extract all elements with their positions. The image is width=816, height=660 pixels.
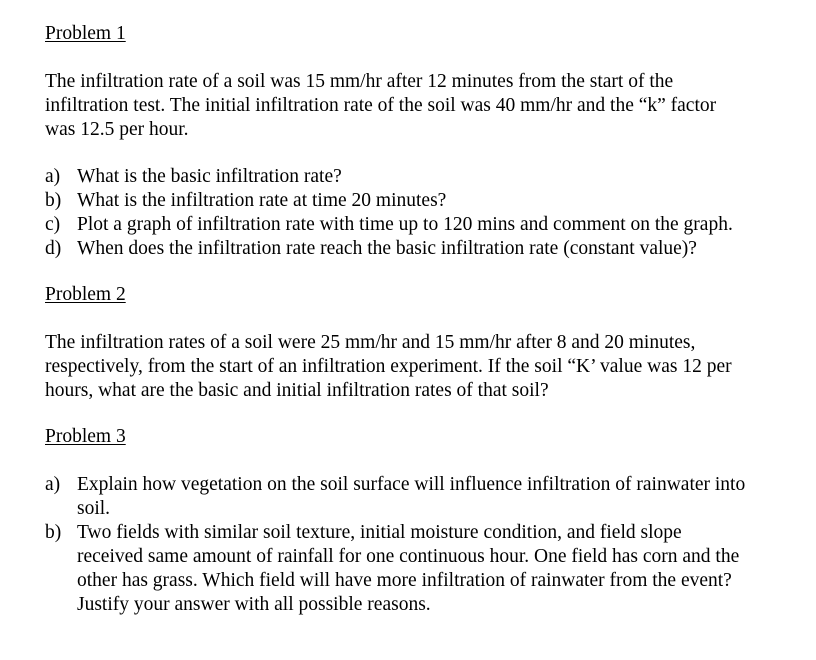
question-marker: b) <box>45 190 62 211</box>
question-marker: a) <box>45 166 61 187</box>
question-line: What is the infiltration rate at time 20 minutes? <box>77 190 447 211</box>
question-line: Explain how vegetation on the soil surface will influence infiltration of rainwater into <box>77 474 746 495</box>
problem-1-paragraph <box>45 70 795 142</box>
problem-2-paragraph <box>45 331 795 403</box>
question-line: soil. <box>77 498 111 519</box>
question-text <box>77 237 805 261</box>
paragraph-line: The infiltration rate of a soil was 15 mm/hr after 12 minutes from the start of the <box>45 71 674 92</box>
paragraph-line: was 12.5 per hour. <box>45 119 189 140</box>
paragraph-line: infiltration test. The initial infiltration rate of the soil was 40 mm/hr and the “k” factor <box>45 95 717 116</box>
question-marker: a) <box>45 474 61 495</box>
question-marker: c) <box>45 214 61 235</box>
question-text <box>77 165 805 189</box>
question-item-b <box>45 189 805 213</box>
paragraph-line: The infiltration rates of a soil were 25 mm/hr and 15 mm/hr after 8 and 20 minutes, <box>45 332 696 353</box>
problem-3-question-list <box>45 473 805 617</box>
question-line: What is the basic infiltration rate? <box>77 166 342 187</box>
question-line: other has grass. Which field will have more infiltration of rainwater from the event? <box>77 570 732 591</box>
question-marker: b) <box>45 522 62 543</box>
paragraph-line: respectively, from the start of an infiltration experiment. If the soil “K’ value was 12 per <box>45 356 732 377</box>
question-text <box>77 189 805 213</box>
question-line: Plot a graph of infiltration rate with time up to 120 mins and comment on the graph. <box>77 214 733 235</box>
question-item-c <box>45 213 805 237</box>
question-item-b <box>45 521 805 617</box>
paragraph-line: hours, what are the basic and initial infiltration rates of that soil? <box>45 380 549 401</box>
question-item-d <box>45 237 805 261</box>
question-item-a <box>45 165 805 189</box>
problem-1-heading: Problem 1 <box>45 23 126 44</box>
question-marker: d) <box>45 238 62 259</box>
problem-3-heading: Problem 3 <box>45 426 126 447</box>
question-text <box>77 473 805 521</box>
question-text <box>77 213 805 237</box>
question-line: Justify your answer with all possible reasons. <box>77 594 431 615</box>
question-text <box>77 521 805 617</box>
question-line: When does the infiltration rate reach the basic infiltration rate (constant value)? <box>77 238 697 259</box>
question-line: Two fields with similar soil texture, initial moisture condition, and field slope <box>77 522 682 543</box>
question-line: received same amount of rainfall for one continuous hour. One field has corn and the <box>77 546 740 567</box>
question-item-a <box>45 473 805 521</box>
problem-2-heading: Problem 2 <box>45 284 126 305</box>
problem-1-question-list <box>45 165 805 261</box>
